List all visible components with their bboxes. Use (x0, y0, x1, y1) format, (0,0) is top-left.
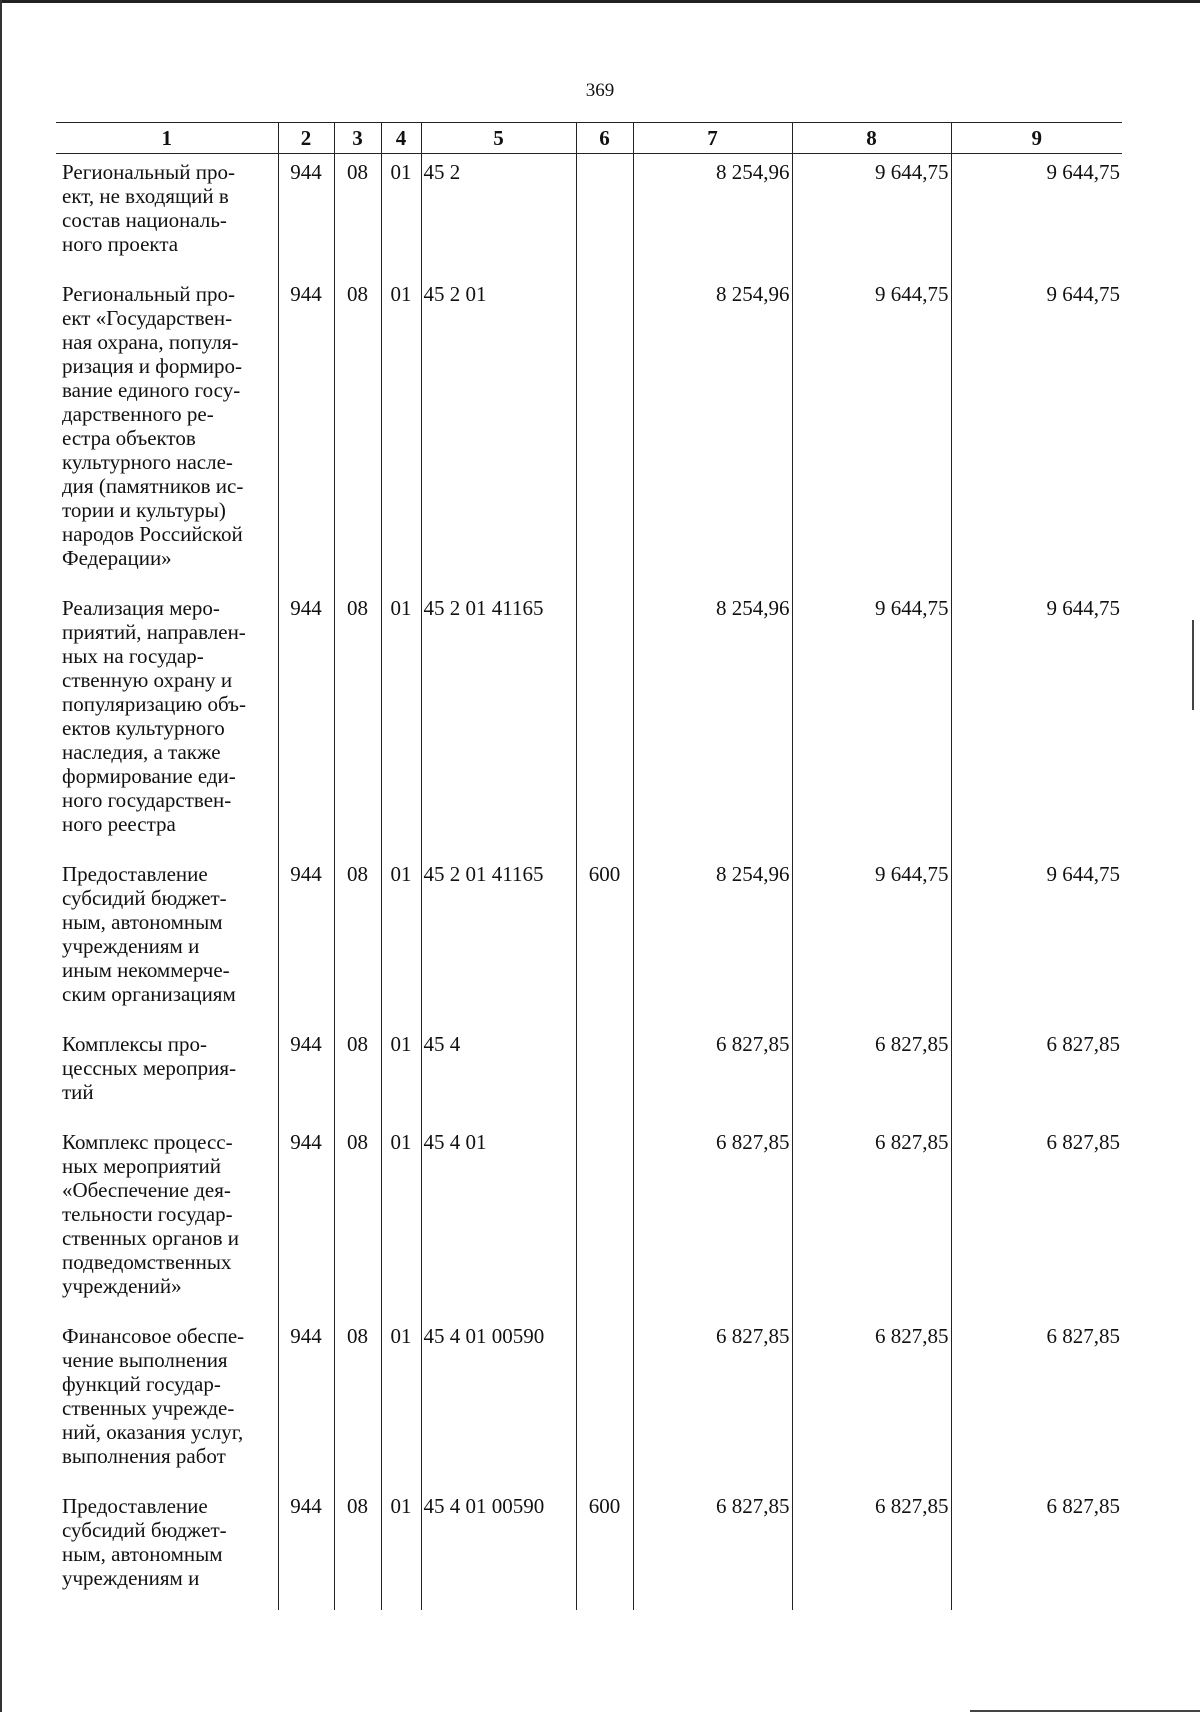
table-row (56, 590, 1122, 856)
amount-col8-cell: 6 827,85 (792, 1124, 951, 1318)
amount-col7-cell: 8 254,96 (633, 590, 792, 856)
table-row (56, 1488, 1122, 1610)
column-header: 3 (334, 123, 381, 154)
row-name-cell: Комплекс процесс- ных мероприятий «Обеспечение дея- тельности государ- ственных органов и подведомственных учреждений» (56, 1124, 278, 1318)
amount-col9-cell: 6 827,85 (951, 1026, 1122, 1124)
target-article-cell: 45 4 01 (421, 1124, 576, 1318)
target-article-cell: 45 2 01 41165 (421, 590, 576, 856)
amount-col8-cell: 6 827,85 (792, 1488, 951, 1610)
row-name-cell: Региональный про- ект, не входящий в состав националь- ного проекта (56, 154, 278, 277)
subsection-code-cell: 01 (381, 856, 421, 1026)
ministry-code-cell: 944 (278, 856, 334, 1026)
amount-col7-cell: 8 254,96 (633, 276, 792, 590)
amount-col7-cell: 8 254,96 (633, 154, 792, 277)
amount-col8-cell: 9 644,75 (792, 856, 951, 1026)
column-header: 7 (633, 123, 792, 154)
amount-col9-cell: 6 827,85 (951, 1488, 1122, 1610)
section-code-cell: 08 (334, 590, 381, 856)
target-article-cell: 45 4 01 00590 (421, 1318, 576, 1488)
section-code-cell: 08 (334, 276, 381, 590)
amount-col8-cell: 9 644,75 (792, 154, 951, 277)
ministry-code-cell: 944 (278, 1488, 334, 1610)
amount-col8-cell: 6 827,85 (792, 1026, 951, 1124)
expense-type-cell (576, 1026, 633, 1124)
expense-type-cell (576, 1318, 633, 1488)
target-article-cell: 45 2 01 (421, 276, 576, 590)
page-top-edge (0, 0, 1200, 3)
section-code-cell: 08 (334, 154, 381, 277)
expense-type-cell (576, 276, 633, 590)
budget-table (56, 122, 1122, 1610)
subsection-code-cell: 01 (381, 276, 421, 590)
subsection-code-cell: 01 (381, 1488, 421, 1610)
column-header: 4 (381, 123, 421, 154)
section-code-cell: 08 (334, 1318, 381, 1488)
section-code-cell: 08 (334, 856, 381, 1026)
page-left-edge (0, 0, 2, 1712)
amount-col8-cell: 9 644,75 (792, 276, 951, 590)
subsection-code-cell: 01 (381, 590, 421, 856)
amount-col7-cell: 6 827,85 (633, 1026, 792, 1124)
ministry-code-cell: 944 (278, 276, 334, 590)
amount-col9-cell: 6 827,85 (951, 1124, 1122, 1318)
subsection-code-cell: 01 (381, 1026, 421, 1124)
target-article-cell: 45 2 (421, 154, 576, 277)
table-row (56, 1124, 1122, 1318)
target-article-cell: 45 4 (421, 1026, 576, 1124)
amount-col9-cell: 9 644,75 (951, 154, 1122, 277)
column-header: 5 (421, 123, 576, 154)
section-code-cell: 08 (334, 1124, 381, 1318)
expense-type-cell (576, 1124, 633, 1318)
amount-col7-cell: 6 827,85 (633, 1318, 792, 1488)
ministry-code-cell: 944 (278, 154, 334, 277)
expense-type-cell (576, 154, 633, 277)
table-row (56, 276, 1122, 590)
row-name-cell: Предоставление субсидий бюджет- ным, автономным учреждениям и (56, 1488, 278, 1610)
section-code-cell: 08 (334, 1026, 381, 1124)
amount-col7-cell: 8 254,96 (633, 856, 792, 1026)
table-row (56, 1026, 1122, 1124)
page-number: 369 (585, 80, 615, 101)
table-row (56, 154, 1122, 277)
amount-col7-cell: 6 827,85 (633, 1124, 792, 1318)
amount-col8-cell: 6 827,85 (792, 1318, 951, 1488)
amount-col9-cell: 9 644,75 (951, 856, 1122, 1026)
column-header: 1 (56, 123, 278, 154)
amount-col7-cell: 6 827,85 (633, 1488, 792, 1610)
ministry-code-cell: 944 (278, 1124, 334, 1318)
table-row (56, 856, 1122, 1026)
row-name-cell: Комплексы про- цессных мероприя- тий (56, 1026, 278, 1124)
row-name-cell: Финансовое обеспе- чение выполнения функций государ- ственных учрежде- ний, оказания услуг, выполнения работ (56, 1318, 278, 1488)
subsection-code-cell: 01 (381, 1318, 421, 1488)
scan-artifact-right (1192, 620, 1194, 710)
row-name-cell: Реализация меро- приятий, направлен- ных на государ- ственную охрану и популяризацию объ- ектов культурного наследия, а также формирование еди- ного государствен- ного реестра (56, 590, 278, 856)
ministry-code-cell: 944 (278, 1318, 334, 1488)
expense-type-cell: 600 (576, 1488, 633, 1610)
amount-col9-cell: 6 827,85 (951, 1318, 1122, 1488)
column-header: 8 (792, 123, 951, 154)
amount-col8-cell: 9 644,75 (792, 590, 951, 856)
amount-col9-cell: 9 644,75 (951, 276, 1122, 590)
amount-col9-cell: 9 644,75 (951, 590, 1122, 856)
expense-type-cell: 600 (576, 856, 633, 1026)
row-name-cell: Региональный про- ект «Государствен- ная охрана, популя- ризация и формиро- вание единого госу- дарственного ре- естра объектов культурного насле- дия (памятников ис- тории и культуры) народов Российской Федерации» (56, 276, 278, 590)
column-header: 9 (951, 123, 1122, 154)
subsection-code-cell: 01 (381, 1124, 421, 1318)
section-code-cell: 08 (334, 1488, 381, 1610)
column-header: 2 (278, 123, 334, 154)
ministry-code-cell: 944 (278, 1026, 334, 1124)
row-name-cell: Предоставление субсидий бюджет- ным, автономным учреждениям и иным некоммерче- ским организациям (56, 856, 278, 1026)
column-header: 6 (576, 123, 633, 154)
expense-type-cell (576, 590, 633, 856)
target-article-cell: 45 4 01 00590 (421, 1488, 576, 1610)
target-article-cell: 45 2 01 41165 (421, 856, 576, 1026)
table-row (56, 1318, 1122, 1488)
table-header-row (56, 123, 1122, 154)
subsection-code-cell: 01 (381, 154, 421, 277)
ministry-code-cell: 944 (278, 590, 334, 856)
